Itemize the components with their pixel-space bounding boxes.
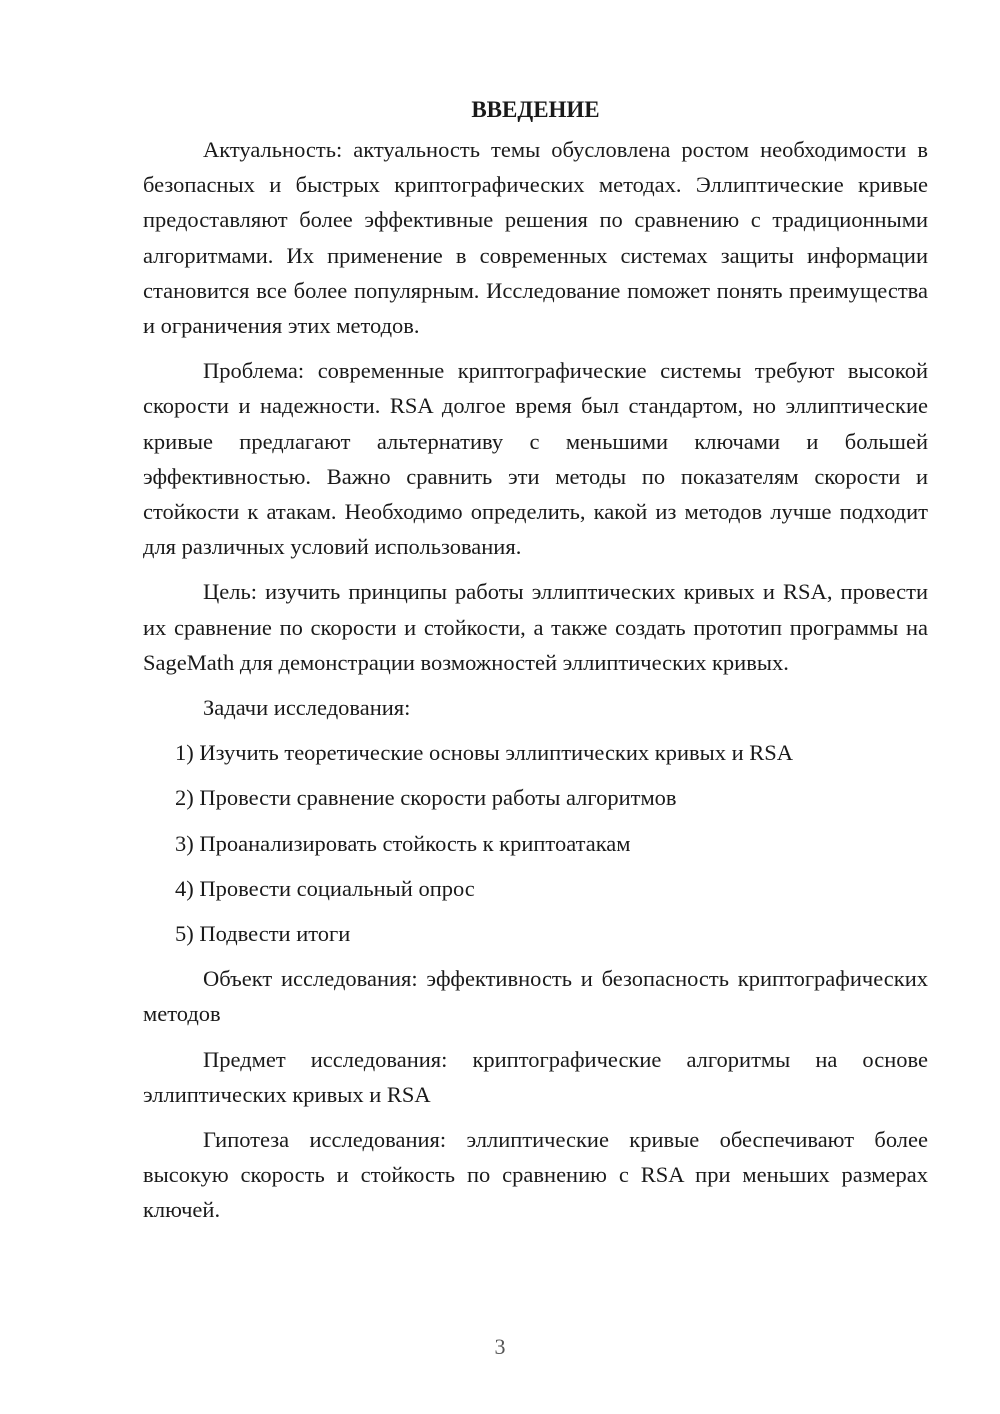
page-number: 3 [494,1334,506,1359]
paragraph-goal: Цель: изучить принципы работы эллиптических кривых и RSA, провести их сравнение по скорости и стойкости, а также создать прототип программы на SageMath для демонстрации возможностей эллиптических кривых. [143,579,928,675]
tasks-label: Задачи исследования: [203,695,411,721]
paragraph-problem: Проблема: современные криптографические системы требуют высокой скорости и надежности. RSA долгое время был стандартом, но эллиптические кривые предлагают альтернативу с меньшими ключами и большей эффективностью. Важно сравнить эти методы по показателям скорости и стойкости к атакам. Необходимо определить, какой из методов лучше подходит для различных условий использования. [143,358,928,560]
list-item: 1) Изучить теоретические основы эллиптических кривых и RSA [175,740,794,766]
list-item: 4) Провести социальный опрос [175,875,475,901]
page-title: ВВЕДЕНИЕ [471,97,600,122]
list-item: 5) Подвести итоги [175,921,351,947]
paragraph-object: Объект исследования: эффективность и безопасность криптографических методов [143,966,928,1027]
tasks-list [143,735,928,951]
list-item: 3) Проанализировать стойкость к криптоатакам [175,830,631,856]
document-page [143,94,928,1238]
paragraph-subject: Предмет исследования: криптографические алгоритмы на основе эллиптических кривых и RSA [143,1046,928,1107]
list-item: 2) Провести сравнение скорости работы алгоритмов [175,785,677,811]
paragraph-relevance: Актуальность: актуальность темы обусловлена ростом необходимости в безопасных и быстрых криптографических методах. Эллиптические кривые предоставляют более эффективные решения по сравнению с традиционными алгоритмами. Их применение в современных системах защиты информации становится все более популярным. Исследование поможет понять преимущества и ограничения этих методов. [143,137,928,339]
paragraph-hypothesis: Гипотеза исследования: эллиптические кривые обеспечивают более высокую скорость и стойкость по сравнению с RSA при меньших размерах ключей. [143,1127,928,1223]
